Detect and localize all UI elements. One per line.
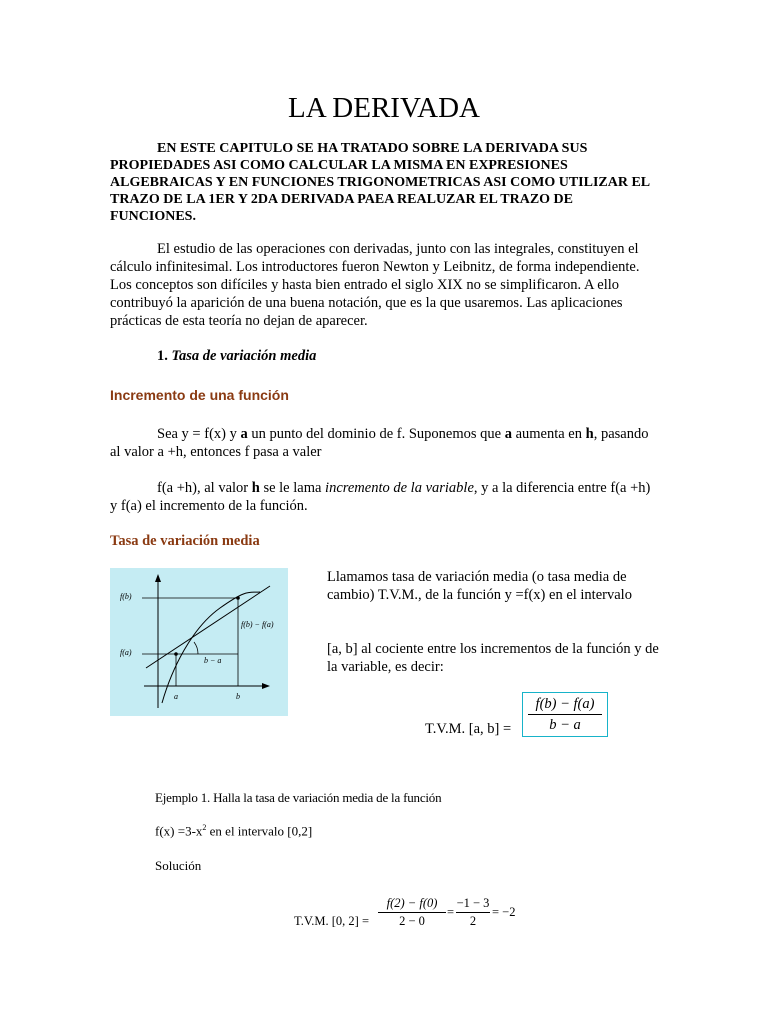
heading-incremento: Incremento de una función — [110, 387, 289, 403]
example-function: $f(x) =3-x^2$ en el intervalo [0,2] — [155, 823, 313, 839]
tvm-example-eq1: = — [447, 905, 455, 919]
example-1: Ejemplo 1. Halla la tasa de variación media de la función — [155, 790, 442, 805]
definition-paragraph: Llamamos tasa de variación media (o tasa media de cambio) T.V.M., de la función y =f(x) en el intervalo — [327, 569, 632, 603]
heading-tasa: Tasa de variación media — [110, 533, 260, 549]
tvm-numerator: f(b) − f(a) — [535, 696, 595, 712]
tvm-formula-fraction — [522, 692, 608, 737]
tvm-example-label: T.V.M. [0, 2] = — [294, 914, 369, 928]
sea-paragraph: Sea y = f(x) y a un punto del dominio de f. Suponemos que a aumenta en h, pasando al valor a +h, entonces f pasa a valer — [110, 426, 649, 460]
history-paragraph: El estudio de las operaciones con derivadas, junto con las integrales, constituyen el cálculo infinitesimal. Los introductores fueron Newton y Leibnitz, de forma independiente. Los conceptos son difíciles y hasta bien entrado el siglo XIX no se simplificaron. A ello contribuyó la aparición de una buena notación, que es la que usaremos. Las aplicaciones prácticas de esta teoría no dejan de aparecer. — [110, 241, 640, 329]
section-1-heading — [157, 348, 316, 365]
intro-paragraph: EN ESTE CAPITULO SE HA TRATADO SOBRE LA DERIVADA SUS PROPIEDADES ASI COMO CALCULAR LA MISMA EN EXPRESIONES ALGEBRAICAS Y EN FUNCIONES TRIGONOMETRICAS ASI COMO UTILIZAR EL TRAZO DE LA 1ER Y 2DA DERIVADA PAEA REALUZAR EL TRAZO DE FUNCIONES. — [110, 141, 650, 224]
graph-label-a: a — [174, 692, 178, 701]
tvm-example-fraction-2: −1 − 3 2 — [456, 896, 490, 928]
solution-label: Solución — [155, 858, 202, 873]
secant-graph — [110, 568, 288, 716]
increment-paragraph: f(a +h), al valor h se le lama incremento de la variable, y a la diferencia entre f(a +h) y f(a) el incremento de la función. — [110, 480, 651, 514]
quotient-paragraph: [a, b] al cociente entre los incrementos de la función y de la variable, es decir: — [327, 641, 659, 675]
graph-label-b: b — [236, 692, 240, 701]
page-title: LA DERIVADA — [288, 92, 480, 124]
graph-label-fb: f(b) — [120, 592, 132, 601]
section-1-title: Tasa de variación media — [171, 348, 317, 364]
section-1-number: 1. — [157, 348, 168, 364]
tvm-formula-label: T.V.M. [a, b] = — [425, 721, 512, 737]
tvm-example-fraction-1: f(2) − f(0) 2 − 0 — [378, 896, 446, 929]
tvm-denominator: b − a — [549, 717, 581, 733]
graph-label-diff: f(b) − f(a) — [241, 620, 274, 629]
graph-label-run: b − a — [204, 656, 222, 665]
graph-label-fa: f(a) — [120, 648, 132, 657]
tvm-example-result: = −2 — [492, 905, 516, 919]
